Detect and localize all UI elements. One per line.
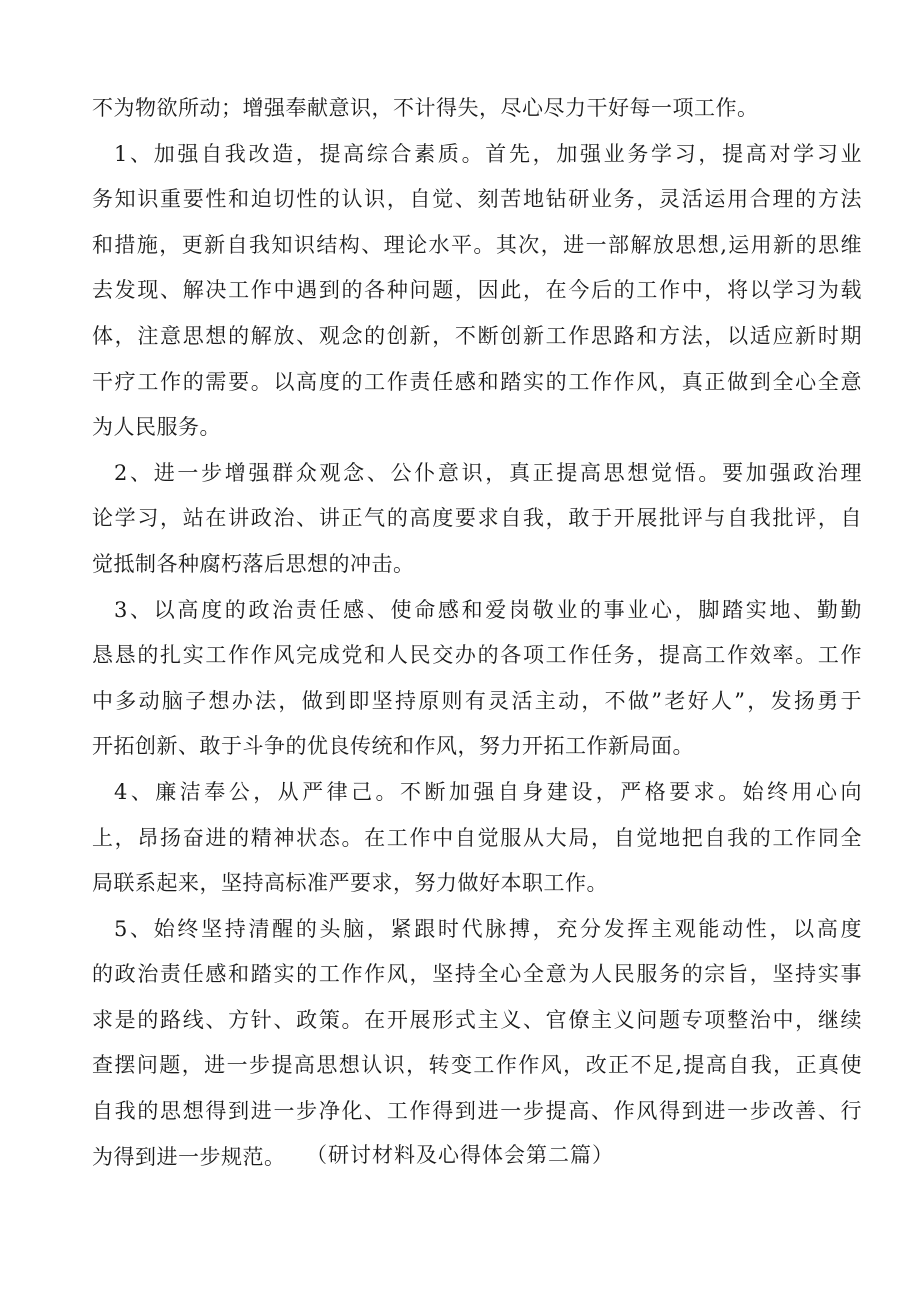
- text-line: 1、加强自我改造，提高综合素质。首先，加强业务学习，提高对学习业: [114, 141, 862, 166]
- text-line: 中多动脑子想办法，做到即坚持原则有灵活主动，不做”老好人”，发扬勇于: [92, 688, 862, 713]
- text-line: 局联系起来，坚持高标准严要求，努力做好本职工作。: [92, 871, 608, 896]
- text-line: 恳恳的扎实工作作风完成党和人民交办的各项工作任务，提高工作效率。工作: [92, 643, 862, 668]
- text-line: 上，昂扬奋进的精神状态。在工作中自觉服从大局，自觉地把自我的工作同全: [92, 825, 862, 850]
- document-body: [92, 86, 862, 1180]
- text-line: 务知识重要性和迫切性的认识，自觉、刻苦地钻研业务，灵活运用合理的方法: [92, 187, 862, 212]
- text-line: 5、始终坚持清醒的头脑，紧跟时代脉搏，充分发挥主观能动性，以高度: [114, 916, 862, 941]
- text-line: 体，注意思想的解放、观念的创新，不断创新工作思路和方法，以适应新时期: [92, 323, 862, 348]
- text-line: 为人民服务。: [92, 415, 221, 440]
- text-line: 3、以高度的政治责任感、使命感和爱岗敬业的事业心，脚踏实地、勤勤: [114, 597, 862, 622]
- text-line: 去发现、解决工作中遇到的各种问题，因此，在今后的工作中，将以学习为载: [92, 278, 862, 303]
- section-subtitle: （研讨材料及心得体会第二篇）: [306, 1143, 614, 1167]
- text-line: 的政治责任感和踏实的工作作风，坚持全心全意为人民服务的宗旨，坚持实事: [92, 962, 862, 987]
- text-line: 为得到进一步规范。: [92, 1144, 286, 1169]
- text-line: 4、廉洁奉公，从严律己。不断加强自身建设，严格要求。始终用心向: [114, 779, 862, 804]
- text-line: 求是的路线、方针、政策。在开展形式主义、官僚主义问题专项整治中，继续: [92, 1007, 862, 1032]
- text-line: 查摆问题，进一步提高思想认识，转变工作作风，改正不足,提高自我，正真使: [92, 1053, 862, 1078]
- text-line: 不为物欲所动；增强奉献意识，不计得失，尽心尽力干好每一项工作。: [92, 96, 759, 120]
- text-line: 觉抵制各种腐朽落后思想的冲击。: [92, 551, 415, 576]
- text-line: 自我的思想得到进一步净化、工作得到进一步提高、作风得到进一步改善、行: [92, 1099, 862, 1124]
- text-line: 干疗工作的需要。以高度的工作责任感和踏实的工作作风，真正做到全心全意: [92, 369, 862, 394]
- text-line: 开拓创新、敢于斗争的优良传统和作风，努力开拓工作新局面。: [92, 734, 694, 759]
- text-line: 和措施，更新自我知识结构、理论水平。其次，进一部解放思想,运用新的思维: [92, 232, 862, 257]
- text-line: 论学习，站在讲政治、讲正气的高度要求自我，敢于开展批评与自我批评，自: [92, 506, 862, 531]
- text-line: 2、进一步增强群众观念、公仆意识，真正提高思想觉悟。要加强政治理: [114, 460, 862, 485]
